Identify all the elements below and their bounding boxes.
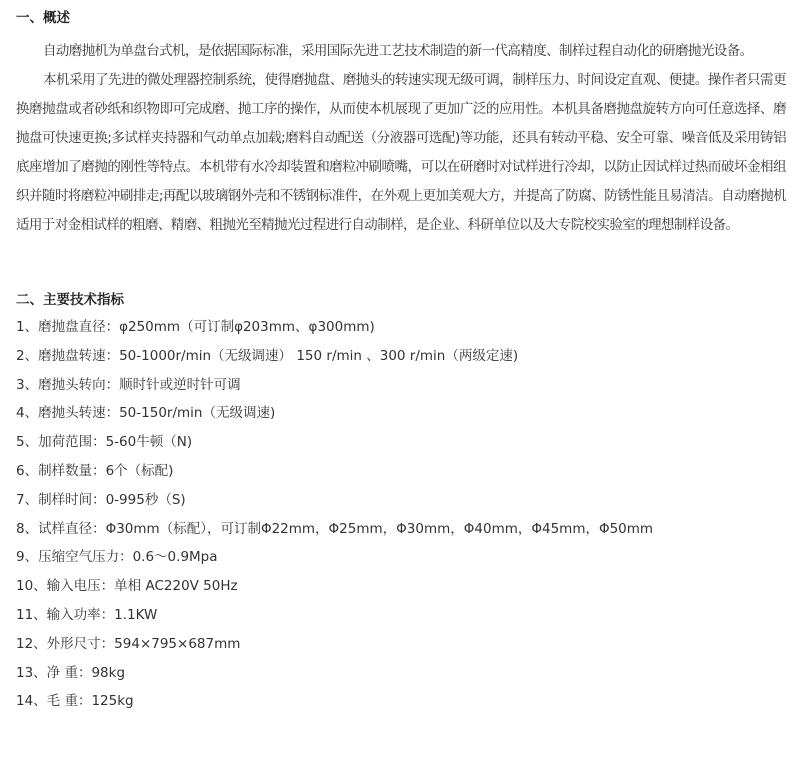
overview-heading: 一、概述 — [16, 10, 70, 26]
spec-item-load-range: 5、加荷范围：5-60牛顿（N) — [16, 434, 193, 451]
overview-paragraph-2: 本机采用了先进的微处理器控制系统，使得磨抛盘、磨抛头的转速实现无级可调，制样压力、时间设定直观、便捷。操作者只需更换磨抛盘或者砂纸和织物即可完成磨、抛工序的操作，从而使本机展现了更加广泛的应用性。本机具备磨抛盘旋转方向可任意选择、磨抛盘可快速更换;多试样夹持器和气动单点加载;磨料自动配送（分液器可选配)等功能，还具有转动平稳、安全可靠、噪音低及采用铸铝底座增加了磨抛的刚性等特点。本机带有水冷却装置和磨粒冲刷喷嘴，可以在研磨时对试样进行冷却，以防止因试样过热而破坏金相组织并随时将磨粒冲刷排走;再配以玻璃钢外壳和不锈钢标准件，在外观上更加美观大方，并提高了防腐、防锈性能且易清洁。自动磨抛机适用于对金相试样的粗磨、精磨、粗抛光至精抛光过程进行自动制样，是企业、科研单位以及大专院校实验室的理想制样设备。 — [16, 72, 786, 233]
spec-item-dimensions: 12、外形尺寸：594×795×687mm — [16, 635, 241, 652]
specs-heading: 二、主要技术指标 — [16, 292, 124, 308]
spec-item-disc-diameter: 1、磨抛盘直径：φ250mm（可订制φ203mm、φ300mm) — [16, 319, 375, 335]
spec-item-input-power: 11、输入功率：1.1KW — [16, 606, 158, 623]
spec-item-gross-weight: 14、毛 重：125kg — [16, 693, 134, 710]
spec-item-sample-count: 6、制样数量：6个（标配) — [16, 462, 174, 479]
spec-item-net-weight: 13、净 重：98kg — [16, 664, 126, 681]
spec-list — [16, 317, 653, 720]
spec-item-head-direction: 3、磨抛头转向：顺时针或逆时针可调 — [16, 376, 241, 393]
spec-item-disc-speed: 2、磨抛盘转速：50-1000r/min（无级调速） 150 r/min 、300 r/min（两级定速) — [16, 347, 519, 364]
spec-item-input-voltage: 10、输入电压：单相 AC220V 50Hz — [16, 578, 238, 595]
spec-item-sample-diameter: 8、试样直径：Φ30mm（标配），可订制Φ22mm，Φ25mm，Φ30mm，Φ40mm，Φ45mm，Φ50mm — [16, 520, 654, 537]
overview-paragraph-1: 自动磨抛机为单盘台式机，是依据国际标准，采用国际先进工艺技术制造的新一代高精度、制样过程自动化的研磨抛光设备。 — [43, 43, 753, 59]
spec-item-head-speed: 4、磨抛头转速：50-150r/min（无级调速) — [16, 405, 276, 422]
spec-item-air-pressure: 9、压缩空气压力：0.6～0.9Mpa — [16, 549, 218, 566]
spec-item-prep-time: 7、制样时间：0-995秒（S) — [16, 491, 186, 508]
